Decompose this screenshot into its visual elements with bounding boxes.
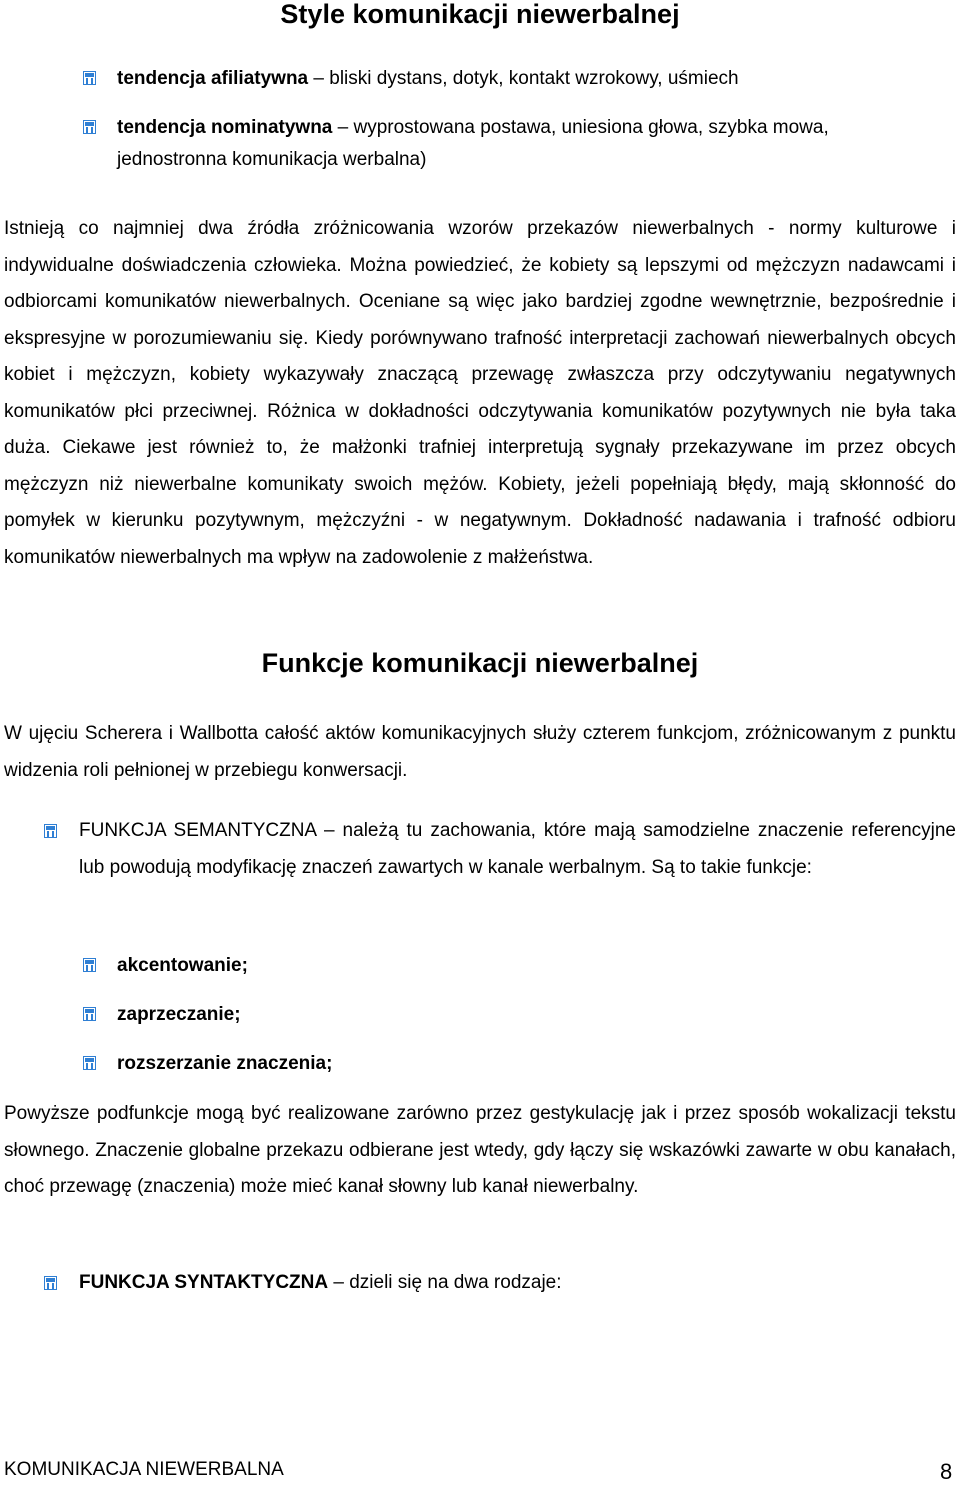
document-bullet-icon [83,71,96,85]
document-bullet-icon [44,1276,57,1290]
bullet-term: tendencja nominatywna [117,117,333,138]
list-item [117,112,897,176]
bullet-description: – wyprostowana postawa, uniesiona głowa, szybka mowa, jednostronna komunikacja werbalna) [117,117,829,170]
list-item: rozszerzanie znaczenia; [117,1053,333,1074]
list-item: zaprzeczanie; [117,1004,241,1025]
document-bullet-icon [83,958,96,972]
list-item: akcentowanie; [117,955,248,976]
function-semantic [79,813,956,886]
function-syntactic [79,1267,562,1299]
body-paragraph: W ujęciu Scherera i Wallbotta całość aktów komunikacyjnych służy czterem funkcjom, zróżnicowanym z punktu widzenia roli pełnionej w przebiegu konwersacji. [4,723,956,781]
body-paragraph: Powyższe podfunkcje mogą być realizowane zarówno przez gestykulację jak i przez sposób wokalizacji tekstu słownego. Znaczenie globalne przekazu odbierane jest wtedy, gdy łączy się wskazówki zawarte w obu kanałach, choć przewagę (znaczenia) może mieć kanał słowny lub kanał niewerbalny. [4,1103,956,1197]
list-item [117,63,937,95]
body-paragraph: Istnieją co najmniej dwa źródła zróżnicowania wzorów przekazów niewerbalnych - normy kulturowe i indywidualne doświadczenia człowieka. Można powiedzieć, że kobiety są lepszymi od mężczyzn nadawcami i odbiorcami komunikatów niewerbalnych. Oceniane są więc jako bardziej zgodne wewnętrznie, bezpośrednie i ekspresyjne w porozumiewaniu się. Kiedy porównywano trafność interpretacji zachowań niewerbalnych obcych kobiet i mężczyzn, kobiety wykazywały znaczącą przewagę zwłaszcza przy odczytywaniu negatywnych komunikatów płci przeciwnej. Różnica w dokładności odczytywania komunikatów pozytywnych nie była taka duża. Ciekawe jest również to, że małżonki trafniej interpretują sygnały przekazywane im przez obcych mężczyzn niż niewerbalne komunikaty swoich mężów. Kobiety, jeżeli popełniają błędy, mają skłonność do pomyłek w kierunku pozytywnym, mężczyźni - w negatywnym. Dokładność nadawania i trafność odbioru komunikatów niewerbalnych ma wpływ na zadowolenie z małżeństwa. [4,218,956,568]
function-description: – należą tu zachowania, które mają samodzielne znaczenie referencyjne lub powodują modyfikację znaczeń zawartych w kanale werbalnym. Są to takie funkcje: [79,820,956,878]
document-bullet-icon [83,120,96,134]
section-heading: Funkcje komunikacji niewerbalnej [261,648,699,678]
bullet-term: tendencja afiliatywna [117,68,309,89]
function-term: FUNKCJA SYNTAKTYCZNA [79,1272,329,1293]
function-description: – dzieli się na dwa rodzaje: [328,1272,562,1293]
page-number: 8 [940,1459,953,1484]
document-bullet-icon [83,1007,96,1021]
document-bullet-icon [83,1056,96,1070]
footer-title: KOMUNIKACJA NIEWERBALNA [4,1459,284,1480]
function-term: FUNKCJA SEMANTYCZNA [79,820,317,841]
document-bullet-icon [44,824,57,838]
page-title: Style komunikacji niewerbalnej [280,0,680,29]
bullet-description: – bliski dystans, dotyk, kontakt wzrokowy, uśmiech [308,68,739,89]
